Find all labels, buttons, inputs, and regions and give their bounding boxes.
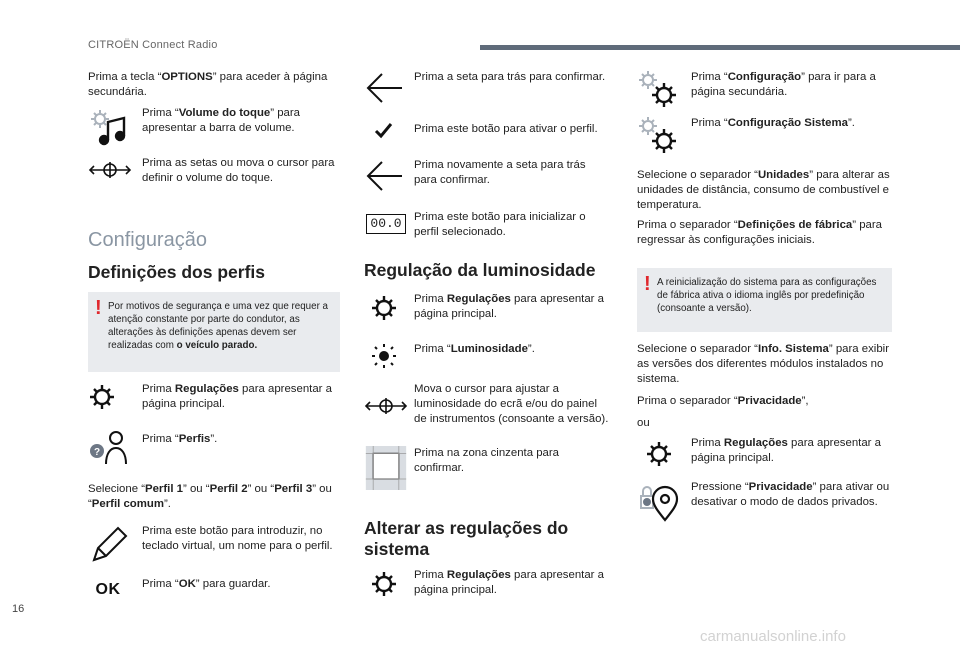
gear-icon: [88, 380, 132, 424]
check-text: Prima este botão para ativar o perfil.: [414, 123, 598, 135]
config-text: Prima “Configuração” para ir para a página secundária.: [691, 71, 876, 98]
ok-icon: OK: [95, 581, 121, 598]
grey-zone-row: [364, 446, 610, 496]
back-row-1: [364, 68, 610, 112]
settings-row: [364, 290, 610, 334]
info-text: Selecione o separador “Info. Sistema” para exibir as versões dos diferentes módulos instalados no sistema.: [637, 343, 889, 385]
brightness-icon: [364, 338, 408, 382]
svg-text:?: ?: [93, 447, 101, 458]
slider-cursor-icon: [364, 388, 408, 432]
checkmark-icon: [364, 114, 408, 158]
back-arrow-icon: [364, 68, 408, 112]
cursor-text: Mova o cursor para ajustar a luminosidade do ecrã e/ou do painel de instrumentos (consoante a versão).: [414, 383, 609, 425]
reset-text: Prima este botão para inicializar o perfil selecionado.: [414, 211, 586, 238]
reset-warning: [637, 268, 892, 332]
ok-text: Prima “OK” para guardar.: [142, 578, 271, 590]
settings-row: [637, 434, 892, 478]
running-header: CITROËN Connect Radio: [88, 39, 218, 51]
cursor-row: [364, 382, 610, 442]
settings-music-icon: [88, 106, 132, 150]
volume-row: [88, 106, 340, 150]
back-row-2: [364, 156, 610, 200]
arrows-row: [88, 152, 340, 192]
pencil-icon: [88, 524, 132, 568]
privacy-lock-icon: [637, 480, 681, 524]
warning-text: Por motivos de segurança e uma vez que requer a atenção constante por parte do condutor, as alterações às definições apenas devem ser realizadas com o veículo parado.: [108, 301, 329, 351]
warning-icon: !: [644, 273, 651, 295]
volume-text: Prima “Volume do toque” para apresentar a barra de volume.: [142, 107, 301, 134]
profiles-row: [88, 428, 340, 472]
safety-warning: [88, 292, 340, 372]
settings-text: Prima Regulações para apresentar a página principal.: [691, 437, 881, 464]
privacy-row: [637, 480, 892, 528]
config-gears-icon: [637, 68, 681, 112]
factory-text: Prima o separador “Definições de fábrica” para regressar às configurações iniciais.: [637, 219, 883, 246]
grey-zone-text: Prima na zona cinzenta para confirmar.: [414, 447, 559, 474]
select-profile-text: Selecione “Perfil 1” ou “Perfil 2” ou “Perfil 3” ou “Perfil comum”.: [88, 483, 332, 510]
settings-text: Prima Regulações para apresentar a página principal.: [414, 293, 604, 320]
units-text: Selecione o separador “Unidades” para alterar as unidades de distância, consumo de combustível e temperatura.: [637, 169, 890, 211]
back-text-2: Prima novamente a seta para trás para confirmar.: [414, 159, 586, 186]
arrows-text: Prima as setas ou mova o cursor para definir o volume do toque.: [142, 157, 335, 184]
settings-row: [88, 380, 340, 424]
settings-text-2: Prima Regulações para apresentar a página principal.: [414, 569, 604, 596]
page-number: 16: [12, 603, 25, 615]
privacy-text: Prima o separador “Privacidade”,: [637, 395, 809, 407]
system-config-text: Prima “Configuração Sistema”.: [691, 117, 855, 129]
privacy-row-text: Pressione “Privacidade” para ativar ou desativar o modo de dados privados.: [691, 481, 890, 508]
ok-row: [88, 570, 340, 614]
pencil-row: [88, 524, 340, 568]
config-row: [637, 68, 892, 112]
settings-row-2: [364, 566, 610, 610]
back-text-1: Prima a seta para trás para confirmar.: [414, 71, 606, 83]
check-row: [364, 114, 610, 144]
brightness-heading: Regulação da luminosidade: [364, 260, 596, 280]
slider-cursor-icon: [88, 152, 132, 196]
profiles-heading: Definições dos perfis: [88, 262, 265, 282]
brightness-row: [364, 338, 610, 374]
watermark: carmanualsonline.info: [700, 628, 846, 645]
section-title: Configuração: [88, 229, 207, 251]
profiles-text: Prima “Perfis”.: [142, 433, 218, 445]
reset-button-icon: 00.0: [364, 206, 408, 250]
gear-icon: [364, 566, 408, 610]
settings-text: Prima Regulações para apresentar a página principal.: [142, 383, 332, 410]
intro-text: Prima a tecla “OPTIONS” para aceder à página secundária.: [88, 71, 328, 98]
warning-text: A reinicialização do sistema para as configurações de fábrica ativa o idioma inglês por predefinição (consoante a versão).: [657, 277, 877, 314]
system-config-row: [637, 114, 892, 158]
gear-icon: [364, 290, 408, 334]
header-bar: [480, 45, 960, 50]
grey-zone-icon: [364, 446, 408, 490]
warning-icon: !: [95, 297, 102, 319]
profile-help-icon: [88, 428, 132, 472]
reset-row: [364, 206, 610, 246]
brightness-text: Prima “Luminosidade”.: [414, 343, 535, 355]
system-settings-heading: Alterar as regulações do sistema: [364, 518, 569, 559]
pencil-text: Prima este botão para introduzir, no teclado virtual, um nome para o perfil.: [142, 525, 333, 552]
back-arrow-icon: [364, 156, 408, 200]
or-text: ou: [637, 417, 650, 429]
gear-icon: [637, 434, 681, 478]
config-gears-icon: [637, 114, 681, 158]
